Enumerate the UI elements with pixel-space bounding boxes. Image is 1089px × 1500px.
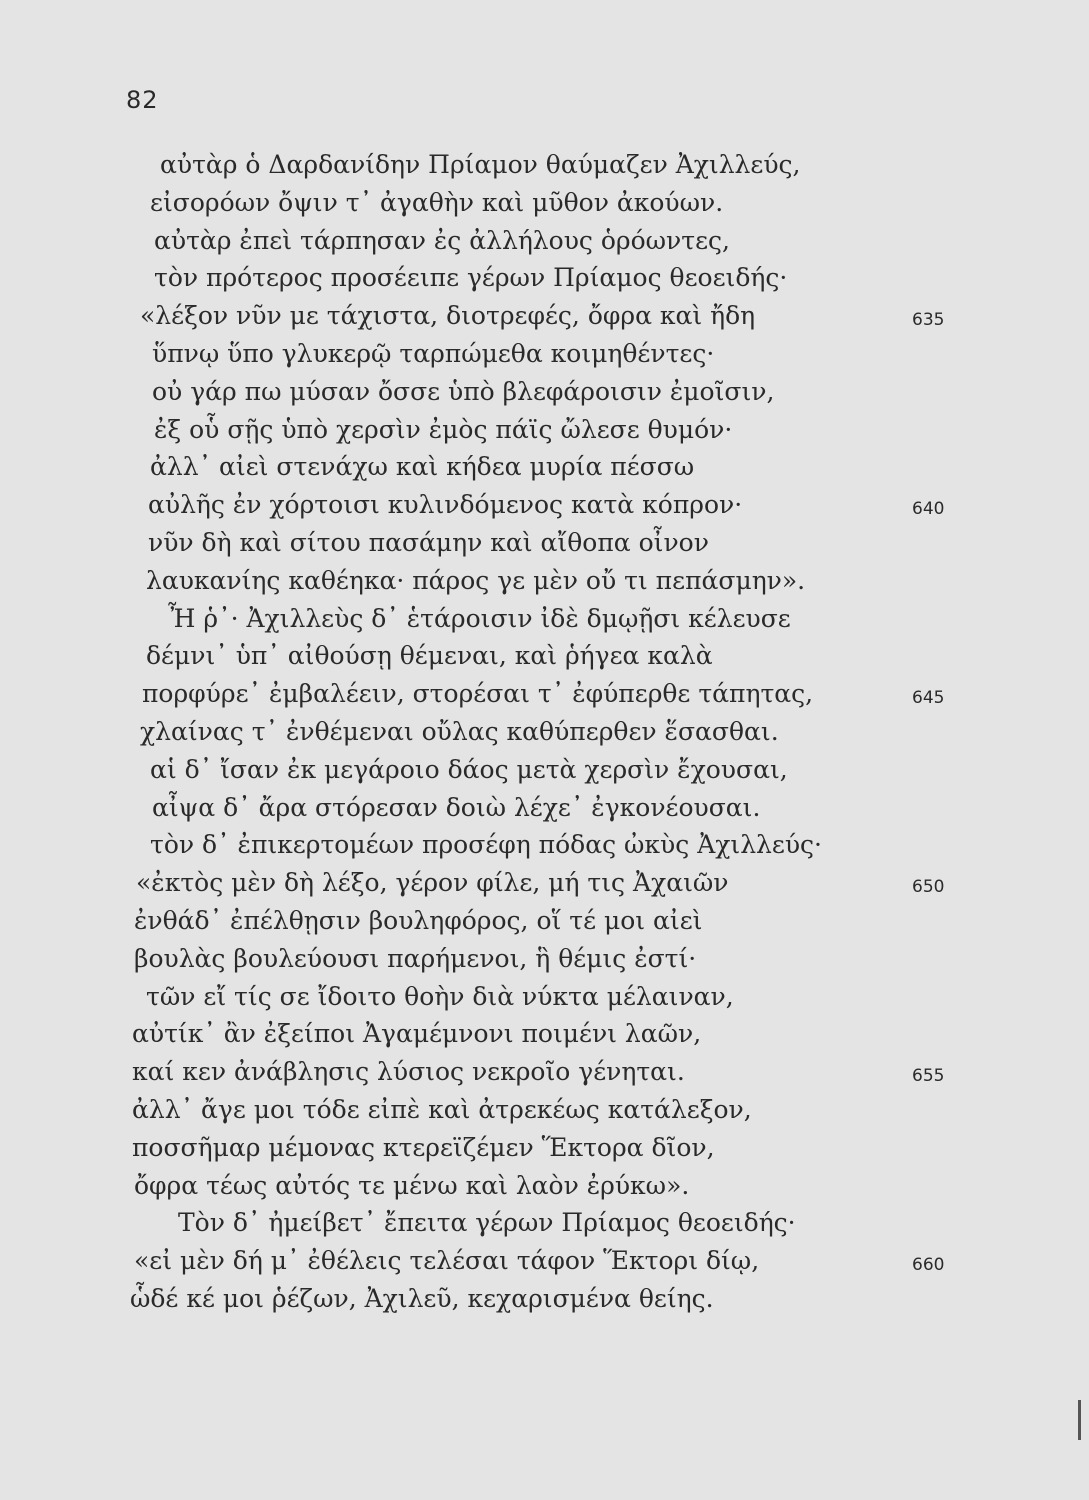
- verse-line: [134, 1244, 934, 1278]
- verse-line-text: καί κεν ἀνάβλησις λύσιος νεκροῖο γένηται.: [132, 1057, 685, 1087]
- verse-line-text: Τὸν δ᾽ ἠμείβετ᾽ ἔπειτα γέρων Πρίαμος θεοειδής·: [178, 1208, 796, 1238]
- verse-line: [134, 1169, 934, 1203]
- line-number: 660: [912, 1255, 945, 1276]
- verse-line-text: τὸν πρότερος προσέειπε γέρων Πρίαμος θεοειδής·: [154, 263, 788, 293]
- verse-line: [150, 186, 950, 220]
- verse-line: [150, 828, 950, 862]
- verse-line-text: ἐνθάδ᾽ ἐπέλθῃσιν βουληφόρος, οἵ τέ μοι αἰεὶ: [134, 906, 703, 935]
- verse-line-text: ἀλλ᾽ αἰεὶ στενάχω καὶ κήδεα μυρία πέσσω: [150, 452, 695, 482]
- verse-line: [132, 1093, 932, 1127]
- verse-line-text: χλαίνας τ᾽ ἐνθέμεναι οὔλας καθύπερθεν ἕσασθαι.: [140, 717, 779, 746]
- verse-line: [154, 224, 954, 258]
- verse-line-text: οὐ γάρ πω μύσαν ὄσσε ὑπὸ βλεφάροισιν ἐμοῖσιν,: [152, 376, 775, 406]
- verse-line: [154, 413, 954, 447]
- verse-line: [168, 602, 968, 636]
- verse-line: [132, 1131, 932, 1165]
- verse-line: [150, 753, 950, 787]
- verse-line-text: τῶν εἴ τίς σε ἴδοιτο θοὴν διὰ νύκτα μέλαιναν,: [146, 981, 734, 1011]
- verse-line-text: λαυκανίης καθέηκα· πάρος γε μὲν οὔ τι πεπάσμην».: [146, 565, 806, 595]
- line-number: 645: [912, 688, 945, 709]
- verse-line: [132, 1017, 932, 1051]
- verse-line: [140, 715, 940, 749]
- verse-line: [152, 791, 952, 825]
- verse-line: [132, 1055, 932, 1089]
- verse-line: [136, 866, 936, 900]
- verse-line-text: νῦν δὴ καὶ σίτου πασάμην καὶ αἴθοπα οἶνον: [148, 528, 709, 557]
- margin-mark: [1078, 1400, 1081, 1440]
- verse-line-text: ὧδέ κέ μοι ῥέζων, Ἀχιλεῦ, κεχαρισμένα θείης.: [130, 1284, 714, 1313]
- verse-line: [130, 1282, 930, 1316]
- verse-line: [152, 375, 952, 409]
- line-number: 640: [912, 499, 945, 520]
- verse-line-text: ὄφρα τέως αὐτός τε μένω καὶ λαὸν ἐρύκω».: [134, 1170, 690, 1200]
- verse-line-text: βουλὰς βουλεύουσι παρήμενοι, ἣ θέμις ἐστί·: [134, 943, 697, 973]
- verse-line-text: αὐτίκ᾽ ἂν ἐξείποι Ἀγαμέμνονι ποιμένι λαῶν,: [132, 1019, 702, 1049]
- verse-line: [146, 564, 946, 598]
- verse-line: [148, 526, 948, 560]
- verse-line-text: «ἐκτὸς μὲν δὴ λέξο, γέρον φίλε, μή τις Ἀχαιῶν: [136, 868, 729, 898]
- verse-line: [134, 904, 934, 938]
- verse-line-text: ἀλλ᾽ ἄγε μοι τόδε εἰπὲ καὶ ἀτρεκέως κατάλεξον,: [132, 1095, 752, 1124]
- verse-line-text: αὐτὰρ ὁ Δαρδανίδην Πρίαμον θαύμαζεν Ἀχιλλεύς,: [160, 150, 801, 179]
- verse-line: [134, 942, 934, 976]
- verse-line: [140, 299, 940, 333]
- verse-line-text: Ἦ ῥ᾽· Ἀχιλλεὺς δ᾽ ἑτάροισιν ἰδὲ δμῳῇσι κέλευσε: [168, 603, 791, 633]
- verse-line-text: «εἰ μὲν δή μ᾽ ἐθέλεις τελέσαι τάφον Ἕκτορι δίῳ,: [134, 1246, 760, 1276]
- page-number: 82: [126, 86, 159, 114]
- verse-line-text: «λέξον νῦν με τάχιστα, διοτρεφές, ὄφρα καὶ ἤδη: [140, 301, 756, 331]
- verse-line-text: αἶψα δ᾽ ἄρα στόρεσαν δοιὼ λέχε᾽ ἐγκονέουσαι.: [152, 792, 761, 822]
- verse-line: [142, 677, 942, 711]
- verse-line: [146, 639, 946, 673]
- line-number: 650: [912, 877, 945, 898]
- verse-line-text: τὸν δ᾽ ἐπικερτομέων προσέφη πόδας ὠκὺς Ἀχιλλεύς·: [150, 830, 822, 860]
- verse-line-text: αἱ δ᾽ ἴσαν ἐκ μεγάροιο δάος μετὰ χερσὶν ἔχουσαι,: [150, 754, 788, 784]
- line-number: 655: [912, 1066, 945, 1087]
- verse-line-text: πορφύρε᾽ ἐμβαλέειν, στορέσαι τ᾽ ἐφύπερθε τάπητας,: [142, 679, 814, 709]
- verse-line-text: ποσσῆμαρ μέμονας κτερεϊζέμεν Ἕκτορα δῖον,: [132, 1132, 715, 1162]
- verse-line-text: ἐξ οὗ σῇς ὑπὸ χερσὶν ἐμὸς πάϊς ὤλεσε θυμόν·: [154, 414, 733, 444]
- verse-line-text: ὕπνῳ ὕπο γλυκερῷ ταρπώμεθα κοιμηθέντες·: [152, 339, 715, 368]
- verse-line-text: αὐλῆς ἐν χόρτοισι κυλινδόμενος κατὰ κόπρον·: [148, 490, 743, 520]
- verse-line-text: αὐτὰρ ἐπεὶ τάρπησαν ἐς ἀλλήλους ὁρόωντες,: [154, 225, 730, 255]
- line-number: 635: [912, 310, 945, 331]
- verse-line: [146, 980, 946, 1014]
- verse-line: [152, 337, 952, 371]
- verse-line: [150, 450, 950, 484]
- verse-line: [178, 1206, 978, 1240]
- verse-line-text: εἰσορόων ὄψιν τ᾽ ἀγαθὴν καὶ μῦθον ἀκούων.: [150, 187, 724, 217]
- verse-line: [148, 488, 948, 522]
- verse-line: [154, 261, 954, 295]
- verse-line: [160, 148, 960, 182]
- verse-line-text: δέμνι᾽ ὑπ᾽ αἰθούσῃ θέμεναι, καὶ ῥήγεα καλὰ: [146, 641, 713, 671]
